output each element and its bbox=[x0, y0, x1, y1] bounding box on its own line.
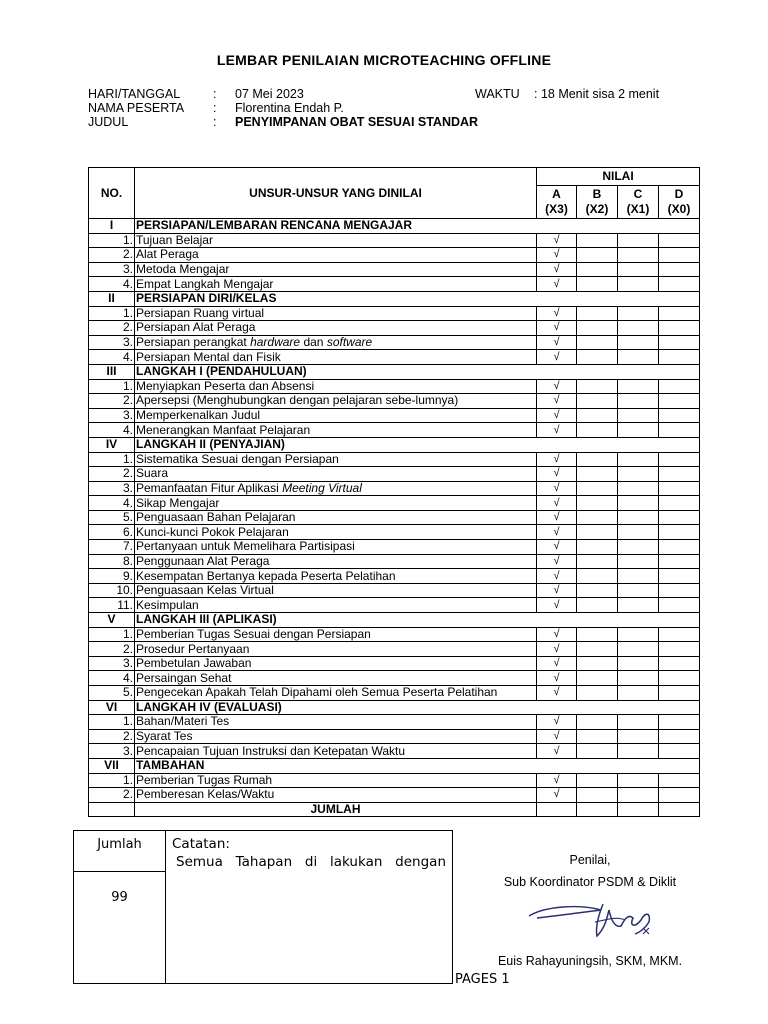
grade-d-cell bbox=[659, 554, 700, 569]
table-row bbox=[89, 642, 700, 657]
grade-b-cell bbox=[577, 525, 618, 540]
table-row bbox=[89, 408, 700, 423]
grade-c-cell bbox=[618, 408, 659, 423]
item-number: 7. bbox=[89, 540, 135, 555]
section-title: LANGKAH IV (EVALUASI) bbox=[135, 700, 700, 715]
grade-a-checkmark: √ bbox=[537, 248, 577, 263]
grade-b-cell bbox=[577, 788, 618, 803]
item-label: Pemberian Tugas Rumah bbox=[135, 773, 537, 788]
grade-b-cell bbox=[577, 671, 618, 686]
summary-box bbox=[73, 830, 453, 984]
item-number: 2. bbox=[89, 321, 135, 336]
item-number: 5. bbox=[89, 686, 135, 701]
header-unsur: UNSUR-UNSUR YANG DINILAI bbox=[135, 168, 537, 219]
grade-b-cell bbox=[577, 773, 618, 788]
item-number: 3. bbox=[89, 481, 135, 496]
page-number: PAGES 1 bbox=[455, 972, 510, 987]
section-row bbox=[89, 758, 700, 773]
jumlah-b-cell bbox=[577, 802, 618, 817]
catatan-text: Semua Tahapan di lakukan dengan bbox=[176, 854, 446, 870]
item-number: 6. bbox=[89, 525, 135, 540]
grade-d-cell bbox=[659, 525, 700, 540]
grade-d-cell bbox=[659, 394, 700, 409]
item-number: 2. bbox=[89, 642, 135, 657]
item-number: 5. bbox=[89, 510, 135, 525]
jumlah-c-cell bbox=[618, 802, 659, 817]
hari-value: 07 Mei 2023 bbox=[235, 87, 304, 101]
item-label: Penggunaan Alat Peraga bbox=[135, 554, 537, 569]
grade-d-cell bbox=[659, 671, 700, 686]
item-number: 1. bbox=[89, 379, 135, 394]
grade-a-checkmark: √ bbox=[537, 729, 577, 744]
jabatan-label: Sub Koordinator PSDM & Diklit bbox=[503, 875, 677, 889]
judul-label: JUDUL bbox=[88, 115, 129, 129]
header-grade-b: B (X2) bbox=[577, 186, 618, 219]
table-row bbox=[89, 554, 700, 569]
grade-c-cell bbox=[618, 569, 659, 584]
grade-b-cell bbox=[577, 583, 618, 598]
item-number: 4. bbox=[89, 350, 135, 365]
grade-d-cell bbox=[659, 729, 700, 744]
section-row bbox=[89, 613, 700, 628]
grade-b-cell bbox=[577, 598, 618, 613]
item-label: Pemberesan Kelas/Waktu bbox=[135, 788, 537, 803]
grade-a-checkmark: √ bbox=[537, 408, 577, 423]
item-label: Penguasaan Bahan Pelajaran bbox=[135, 510, 537, 525]
grade-d-cell bbox=[659, 656, 700, 671]
grade-a-checkmark: √ bbox=[537, 233, 577, 248]
item-label: Tujuan Belajar bbox=[135, 233, 537, 248]
grade-d-cell bbox=[659, 540, 700, 555]
grade-c-cell bbox=[618, 423, 659, 438]
grade-b-cell bbox=[577, 350, 618, 365]
table-row bbox=[89, 715, 700, 730]
grade-b-cell bbox=[577, 335, 618, 350]
item-label: Pengecekan Apakah Telah Dipahami oleh Semua Peserta Pelatihan bbox=[135, 686, 537, 701]
table-row bbox=[89, 525, 700, 540]
item-label: Bahan/Materi Tes bbox=[135, 715, 537, 730]
section-roman: IV bbox=[89, 437, 135, 452]
grade-a-checkmark: √ bbox=[537, 335, 577, 350]
table-row bbox=[89, 496, 700, 511]
grade-d-cell bbox=[659, 496, 700, 511]
table-row bbox=[89, 394, 700, 409]
grade-b-cell bbox=[577, 569, 618, 584]
hari-label: HARI/TANGGAL bbox=[88, 87, 181, 101]
item-number: 10. bbox=[89, 583, 135, 598]
table-row bbox=[89, 306, 700, 321]
item-number: 4. bbox=[89, 423, 135, 438]
catatan-box bbox=[172, 835, 446, 871]
section-roman: II bbox=[89, 291, 135, 306]
jumlah-box-label: Jumlah bbox=[74, 831, 165, 872]
grade-b-cell bbox=[577, 627, 618, 642]
item-label: Pembetulan Jawaban bbox=[135, 656, 537, 671]
grade-d-cell bbox=[659, 423, 700, 438]
grade-d-cell bbox=[659, 233, 700, 248]
table-row bbox=[89, 379, 700, 394]
grade-b-cell bbox=[577, 306, 618, 321]
grade-b-cell bbox=[577, 262, 618, 277]
item-number: 3. bbox=[89, 408, 135, 423]
table-row bbox=[89, 583, 700, 598]
grade-c-cell bbox=[618, 729, 659, 744]
grade-c-cell bbox=[618, 598, 659, 613]
section-roman: I bbox=[89, 219, 135, 234]
grade-a-checkmark: √ bbox=[537, 467, 577, 482]
grade-c-cell bbox=[618, 773, 659, 788]
item-number: 3. bbox=[89, 744, 135, 759]
table-row bbox=[89, 248, 700, 263]
section-row bbox=[89, 700, 700, 715]
grade-b-cell bbox=[577, 379, 618, 394]
grade-d-cell bbox=[659, 715, 700, 730]
grade-c-cell bbox=[618, 379, 659, 394]
grade-d-cell bbox=[659, 379, 700, 394]
grade-c-cell bbox=[618, 583, 659, 598]
item-label: Kesempatan Bertanya kepada Peserta Pelatihan bbox=[135, 569, 537, 584]
grade-a-checkmark: √ bbox=[537, 715, 577, 730]
grade-a-checkmark: √ bbox=[537, 496, 577, 511]
table-row bbox=[89, 744, 700, 759]
grade-c-cell bbox=[618, 335, 659, 350]
section-row bbox=[89, 364, 700, 379]
grade-d-cell bbox=[659, 467, 700, 482]
grade-c-cell bbox=[618, 233, 659, 248]
grade-d-cell bbox=[659, 350, 700, 365]
item-number: 1. bbox=[89, 773, 135, 788]
table-row bbox=[89, 423, 700, 438]
table-row bbox=[89, 671, 700, 686]
signature-image bbox=[525, 898, 660, 946]
table-row bbox=[89, 481, 700, 496]
table-row bbox=[89, 729, 700, 744]
grade-b-cell bbox=[577, 510, 618, 525]
grade-a-checkmark: √ bbox=[537, 773, 577, 788]
item-number: 3. bbox=[89, 262, 135, 277]
grade-b-cell bbox=[577, 408, 618, 423]
section-row bbox=[89, 219, 700, 234]
header-grade-a: A (X3) bbox=[537, 186, 577, 219]
grade-a-checkmark: √ bbox=[537, 642, 577, 657]
table-row bbox=[89, 540, 700, 555]
table-row bbox=[89, 350, 700, 365]
section-roman: III bbox=[89, 364, 135, 379]
section-title: PERSIAPAN/LEMBARAN RENCANA MENGAJAR bbox=[135, 219, 700, 234]
grade-c-cell bbox=[618, 627, 659, 642]
section-title: LANGKAH III (APLIKASI) bbox=[135, 613, 700, 628]
item-label: Kunci-kunci Pokok Pelajaran bbox=[135, 525, 537, 540]
table-row bbox=[89, 510, 700, 525]
grade-b-cell bbox=[577, 642, 618, 657]
grade-c-cell bbox=[618, 554, 659, 569]
item-label: Kesimpulan bbox=[135, 598, 537, 613]
grade-c-cell bbox=[618, 496, 659, 511]
item-number: 4. bbox=[89, 671, 135, 686]
item-label: Apersepsi (Menghubungkan dengan pelajaran sebe-lumnya) bbox=[135, 394, 537, 409]
item-number: 4. bbox=[89, 496, 135, 511]
grade-a-checkmark: √ bbox=[537, 452, 577, 467]
grade-c-cell bbox=[618, 350, 659, 365]
table-row bbox=[89, 452, 700, 467]
grade-c-cell bbox=[618, 656, 659, 671]
jumlah-label: JUMLAH bbox=[135, 802, 537, 817]
item-label: Sistematika Sesuai dengan Persiapan bbox=[135, 452, 537, 467]
item-label: Suara bbox=[135, 467, 537, 482]
item-label: Pemberian Tugas Sesuai dengan Persiapan bbox=[135, 627, 537, 642]
item-number: 3. bbox=[89, 335, 135, 350]
grade-c-cell bbox=[618, 671, 659, 686]
grade-c-cell bbox=[618, 686, 659, 701]
info-block bbox=[88, 87, 708, 131]
grade-d-cell bbox=[659, 481, 700, 496]
grade-b-cell bbox=[577, 554, 618, 569]
table-row bbox=[89, 277, 700, 292]
grade-a-checkmark: √ bbox=[537, 788, 577, 803]
grade-b-cell bbox=[577, 467, 618, 482]
grade-b-cell bbox=[577, 715, 618, 730]
grade-a-checkmark: √ bbox=[537, 306, 577, 321]
grade-c-cell bbox=[618, 277, 659, 292]
grade-a-checkmark: √ bbox=[537, 627, 577, 642]
grade-d-cell bbox=[659, 452, 700, 467]
grade-b-cell bbox=[577, 277, 618, 292]
table-row bbox=[89, 788, 700, 803]
grade-a-checkmark: √ bbox=[537, 423, 577, 438]
grade-a-checkmark: √ bbox=[537, 744, 577, 759]
item-number: 1. bbox=[89, 627, 135, 642]
section-title: LANGKAH II (PENYAJIAN) bbox=[135, 437, 700, 452]
item-number: 2. bbox=[89, 788, 135, 803]
grade-d-cell bbox=[659, 744, 700, 759]
nama-label: NAMA PESERTA bbox=[88, 101, 185, 115]
table-row bbox=[89, 627, 700, 642]
grade-b-cell bbox=[577, 452, 618, 467]
jumlah-row bbox=[89, 802, 700, 817]
item-number: 4. bbox=[89, 277, 135, 292]
grade-a-checkmark: √ bbox=[537, 510, 577, 525]
section-row bbox=[89, 437, 700, 452]
item-label: Persiapan Mental dan Fisik bbox=[135, 350, 537, 365]
colon: : bbox=[213, 115, 217, 129]
header-row bbox=[89, 168, 700, 186]
grade-b-cell bbox=[577, 481, 618, 496]
grade-c-cell bbox=[618, 467, 659, 482]
table-row bbox=[89, 233, 700, 248]
grade-b-cell bbox=[577, 233, 618, 248]
grade-a-checkmark: √ bbox=[537, 379, 577, 394]
grade-b-cell bbox=[577, 423, 618, 438]
grade-c-cell bbox=[618, 394, 659, 409]
section-roman: V bbox=[89, 613, 135, 628]
grade-c-cell bbox=[618, 788, 659, 803]
item-number: 3. bbox=[89, 656, 135, 671]
grade-a-checkmark: √ bbox=[537, 569, 577, 584]
grade-d-cell bbox=[659, 642, 700, 657]
section-row bbox=[89, 291, 700, 306]
jumlah-box-value: 99 bbox=[111, 890, 128, 905]
header-grade-c: C (X1) bbox=[618, 186, 659, 219]
judul-value: PENYIMPANAN OBAT SESUAI STANDAR bbox=[235, 115, 479, 129]
item-label: Empat Langkah Mengajar bbox=[135, 277, 537, 292]
item-number: 9. bbox=[89, 569, 135, 584]
table-row bbox=[89, 321, 700, 336]
grade-b-cell bbox=[577, 496, 618, 511]
grade-a-checkmark: √ bbox=[537, 656, 577, 671]
item-label: Menyiapkan Peserta dan Absensi bbox=[135, 379, 537, 394]
item-label: Syarat Tes bbox=[135, 729, 537, 744]
waktu-label: WAKTU bbox=[475, 87, 520, 101]
grade-a-checkmark: √ bbox=[537, 525, 577, 540]
item-label: Persiapan perangkat hardware dan software bbox=[135, 335, 537, 350]
waktu-value: : 18 Menit sisa 2 menit bbox=[534, 87, 660, 101]
header-nilai: NILAI bbox=[537, 168, 700, 186]
grade-c-cell bbox=[618, 481, 659, 496]
penilai-label: Penilai, bbox=[569, 853, 611, 867]
grade-c-cell bbox=[618, 510, 659, 525]
grade-c-cell bbox=[618, 452, 659, 467]
item-number: 1. bbox=[89, 452, 135, 467]
item-number: 1. bbox=[89, 715, 135, 730]
grade-d-cell bbox=[659, 598, 700, 613]
grade-a-checkmark: √ bbox=[537, 350, 577, 365]
table-row bbox=[89, 467, 700, 482]
table-row bbox=[89, 262, 700, 277]
grade-b-cell bbox=[577, 540, 618, 555]
item-label: Pencapaian Tujuan Instruksi dan Ketepatan Waktu bbox=[135, 744, 537, 759]
table-row bbox=[89, 569, 700, 584]
item-label: Prosedur Pertanyaan bbox=[135, 642, 537, 657]
table-row bbox=[89, 686, 700, 701]
grade-b-cell bbox=[577, 248, 618, 263]
grade-b-cell bbox=[577, 729, 618, 744]
grade-c-cell bbox=[618, 744, 659, 759]
grade-c-cell bbox=[618, 248, 659, 263]
grade-c-cell bbox=[618, 321, 659, 336]
item-number: 11. bbox=[89, 598, 135, 613]
grade-b-cell bbox=[577, 744, 618, 759]
grade-d-cell bbox=[659, 262, 700, 277]
grade-d-cell bbox=[659, 627, 700, 642]
grade-d-cell bbox=[659, 248, 700, 263]
item-number: 2. bbox=[89, 394, 135, 409]
grade-c-cell bbox=[618, 715, 659, 730]
grade-a-checkmark: √ bbox=[537, 262, 577, 277]
document-title: LEMBAR PENILAIAN MICROTEACHING OFFLINE bbox=[216, 52, 552, 68]
colon: : bbox=[213, 101, 217, 115]
header-no: NO. bbox=[89, 168, 135, 219]
grade-d-cell bbox=[659, 510, 700, 525]
nama-value: Florentina Endah P. bbox=[235, 101, 344, 115]
grade-c-cell bbox=[618, 306, 659, 321]
colon: : bbox=[213, 87, 217, 101]
grade-c-cell bbox=[618, 262, 659, 277]
item-label: Persiapan Ruang virtual bbox=[135, 306, 537, 321]
grade-d-cell bbox=[659, 569, 700, 584]
grade-d-cell bbox=[659, 335, 700, 350]
grade-a-checkmark: √ bbox=[537, 481, 577, 496]
grade-a-checkmark: √ bbox=[537, 277, 577, 292]
item-number: 2. bbox=[89, 467, 135, 482]
item-label: Metoda Mengajar bbox=[135, 262, 537, 277]
grade-c-cell bbox=[618, 540, 659, 555]
grade-d-cell bbox=[659, 408, 700, 423]
item-label: Persaingan Sehat bbox=[135, 671, 537, 686]
grade-d-cell bbox=[659, 277, 700, 292]
grade-a-checkmark: √ bbox=[537, 554, 577, 569]
item-label: Persiapan Alat Peraga bbox=[135, 321, 537, 336]
header-grade-d: D (X0) bbox=[659, 186, 700, 219]
penilai-name: Euis Rahayuningsih, SKM, MKM. bbox=[497, 954, 683, 968]
item-label: Alat Peraga bbox=[135, 248, 537, 263]
item-number: 8. bbox=[89, 554, 135, 569]
jumlah-a-cell bbox=[537, 802, 577, 817]
item-label: Pemanfaatan Fitur Aplikasi Meeting Virtual bbox=[135, 481, 537, 496]
jumlah-no-cell bbox=[89, 802, 135, 817]
table-row bbox=[89, 656, 700, 671]
jumlah-box bbox=[74, 831, 166, 983]
grade-a-checkmark: √ bbox=[537, 540, 577, 555]
grade-a-checkmark: √ bbox=[537, 394, 577, 409]
catatan-label: Catatan: bbox=[172, 836, 230, 852]
assessment-table bbox=[88, 167, 700, 817]
grade-b-cell bbox=[577, 394, 618, 409]
section-roman: VI bbox=[89, 700, 135, 715]
grade-d-cell bbox=[659, 583, 700, 598]
grade-a-checkmark: √ bbox=[537, 686, 577, 701]
item-label: Sikap Mengajar bbox=[135, 496, 537, 511]
grade-c-cell bbox=[618, 525, 659, 540]
section-title: TAMBAHAN bbox=[135, 758, 700, 773]
item-number: 2. bbox=[89, 248, 135, 263]
grade-d-cell bbox=[659, 773, 700, 788]
grade-d-cell bbox=[659, 686, 700, 701]
grade-a-checkmark: √ bbox=[537, 671, 577, 686]
section-title: LANGKAH I (PENDAHULUAN) bbox=[135, 364, 700, 379]
item-label: Pertanyaan untuk Memelihara Partisipasi bbox=[135, 540, 537, 555]
item-number: 1. bbox=[89, 306, 135, 321]
grade-c-cell bbox=[618, 642, 659, 657]
grade-b-cell bbox=[577, 686, 618, 701]
item-label: Memperkenalkan Judul bbox=[135, 408, 537, 423]
grade-d-cell bbox=[659, 321, 700, 336]
table-row bbox=[89, 335, 700, 350]
grade-d-cell bbox=[659, 306, 700, 321]
section-title: PERSIAPAN DIRI/KELAS bbox=[135, 291, 700, 306]
table-body bbox=[89, 219, 700, 803]
item-label: Penguasaan Kelas Virtual bbox=[135, 583, 537, 598]
grade-d-cell bbox=[659, 788, 700, 803]
item-label: Menerangkan Manfaat Pelajaran bbox=[135, 423, 537, 438]
grade-a-checkmark: √ bbox=[537, 321, 577, 336]
item-number: 1. bbox=[89, 233, 135, 248]
jumlah-d-cell bbox=[659, 802, 700, 817]
table-row bbox=[89, 598, 700, 613]
grade-b-cell bbox=[577, 656, 618, 671]
section-roman: VII bbox=[89, 758, 135, 773]
grade-a-checkmark: √ bbox=[537, 583, 577, 598]
table-row bbox=[89, 773, 700, 788]
grade-a-checkmark: √ bbox=[537, 598, 577, 613]
item-number: 2. bbox=[89, 729, 135, 744]
grade-b-cell bbox=[577, 321, 618, 336]
